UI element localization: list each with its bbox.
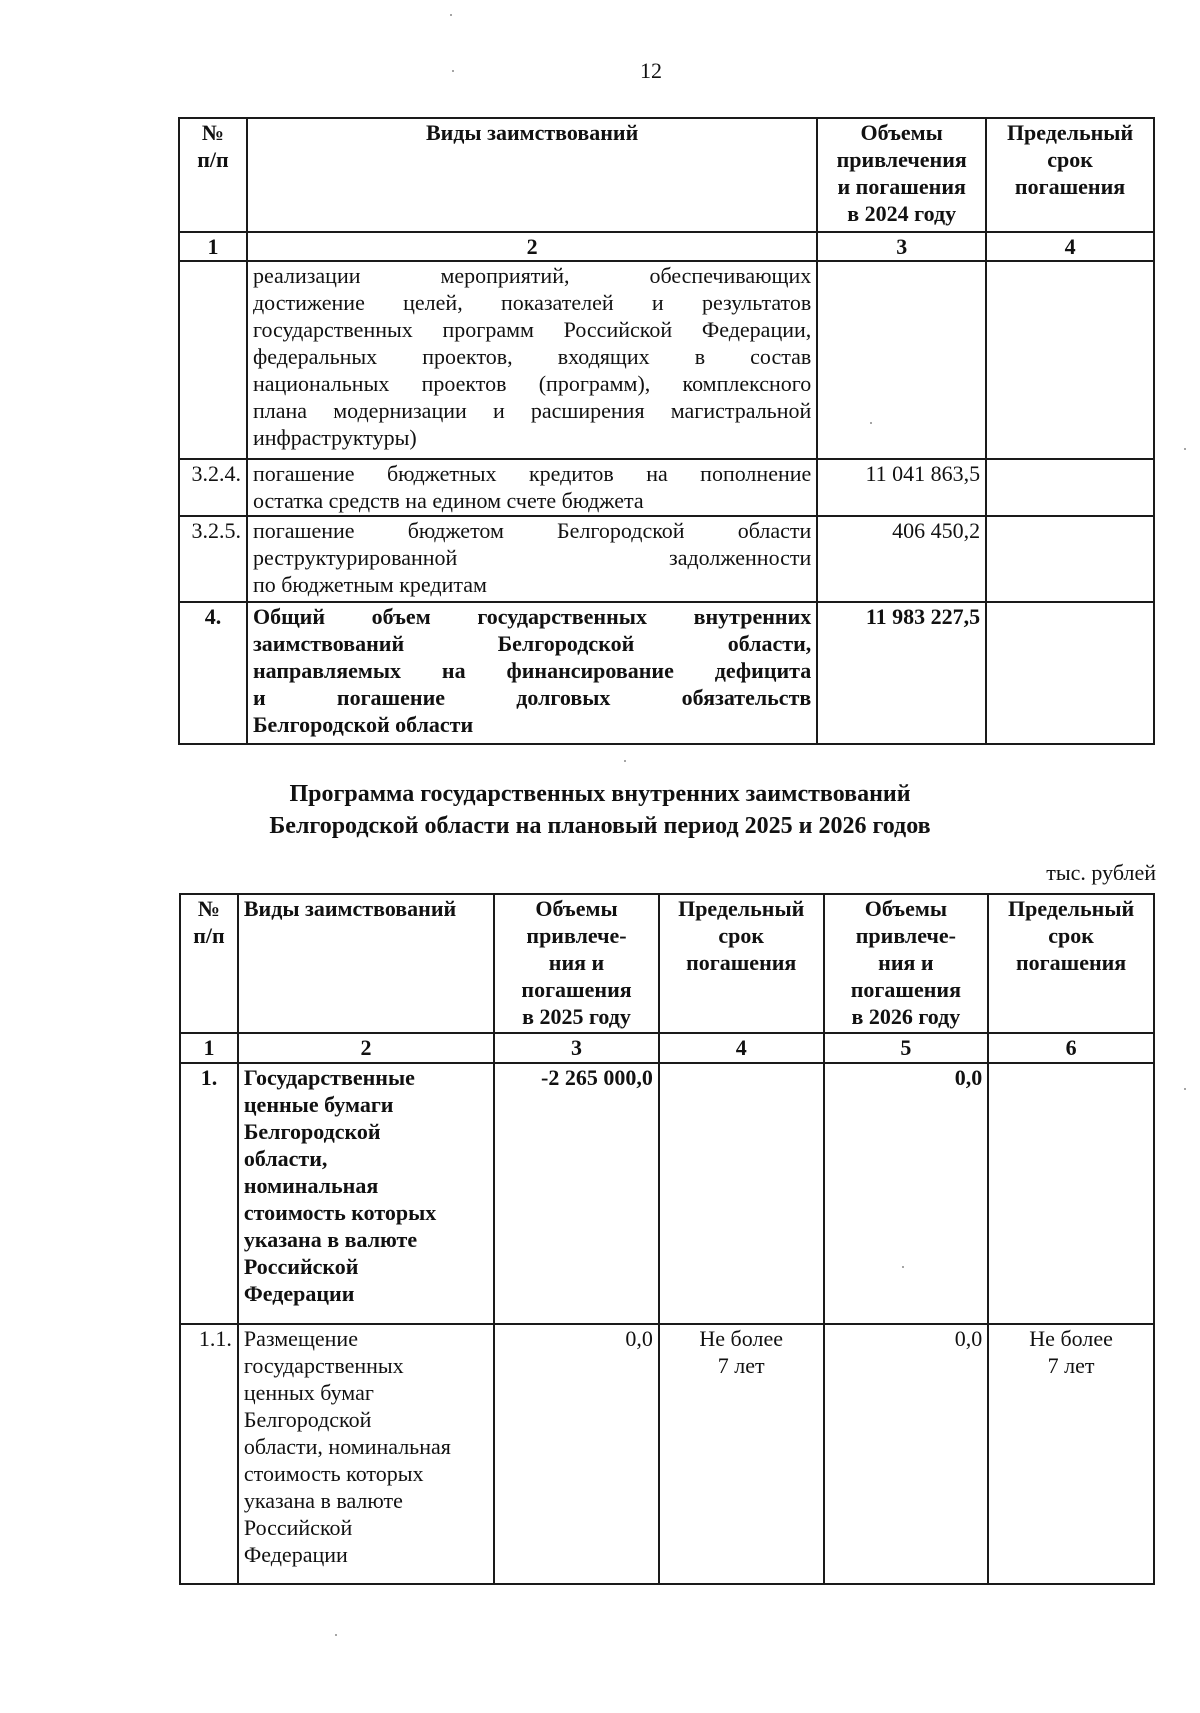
header-term-2026: Предельный срок погашения: [988, 894, 1154, 1033]
header-num: № п/п: [179, 118, 247, 232]
col-index: 4: [986, 232, 1154, 261]
row-num: 1.1.: [180, 1324, 238, 1584]
row-volume: 406 450,2: [817, 516, 986, 602]
row-volume-2026: 0,0: [824, 1063, 989, 1324]
row-term-2026: Не более 7 лет: [988, 1324, 1154, 1584]
column-index-row: [180, 1033, 1154, 1063]
col-index: 5: [824, 1033, 989, 1063]
section-title: Программа государственных внутренних заимствований Белгородской области на плановый период 2025 и 2026 годов: [269, 781, 931, 839]
row-term: [986, 261, 1154, 459]
scan-speck: [1184, 448, 1186, 450]
row-kind: погашение бюджетом Белгородской области реструктурированной задолженности по бюджетным кредитам: [247, 516, 817, 602]
row-volume-2025: 0,0: [494, 1324, 659, 1584]
row-kind: Общий объем государственных внутренних заимствований Белгородской области, направляемых на финансирование дефицита и погашение долговых обязательств Белгородской области: [247, 602, 817, 744]
col-index: 1: [180, 1033, 238, 1063]
col-index: 6: [988, 1033, 1154, 1063]
units-label: тыс. рублей: [1046, 860, 1156, 885]
scan-speck: [452, 70, 454, 72]
column-index-row: [179, 232, 1154, 261]
table-row-1-1: [180, 1324, 1154, 1584]
col-index: 2: [238, 1033, 494, 1063]
header-volume-2024: Объемы привлечения и погашения в 2024 году: [817, 118, 986, 232]
row-volume: 11 983 227,5: [817, 602, 986, 744]
row-volume: 11 041 863,5: [817, 459, 986, 516]
scan-speck: [1184, 1088, 1186, 1090]
row-kind: погашение бюджетных кредитов на пополнение остатка средств на едином счете бюджета: [247, 459, 817, 516]
row-volume: [817, 261, 986, 459]
col-index: 4: [659, 1033, 824, 1063]
row-kind: Государственные ценные бумаги Белгородской области, номинальная стоимость которых указана в валюте Российской Федерации: [238, 1063, 494, 1324]
table-row-total: [179, 602, 1154, 744]
table-row-continuation: [179, 261, 1154, 459]
scan-speck: [902, 1266, 904, 1268]
borrowing-table-2025-2026: [179, 893, 1155, 1585]
table-header-row: [179, 118, 1154, 232]
col-index: 3: [494, 1033, 659, 1063]
borrowing-table-2024: [178, 117, 1155, 745]
row-term-2025: [659, 1063, 824, 1324]
header-kind: Виды заимствований: [238, 894, 494, 1033]
header-volume-2026: Объемы привлече- ния и погашения в 2026 году: [824, 894, 989, 1033]
row-volume-2025: -2 265 000,0: [494, 1063, 659, 1324]
row-term: [986, 516, 1154, 602]
col-index: 2: [247, 232, 817, 261]
row-num: 4.: [179, 602, 247, 744]
col-index: 3: [817, 232, 986, 261]
row-kind: Размещение государственных ценных бумаг Белгородской области, номинальная стоимость которых указана в валюте Российской Федерации: [238, 1324, 494, 1584]
scan-speck: [624, 760, 626, 762]
row-volume-2026: 0,0: [824, 1324, 989, 1584]
header-volume-2025: Объемы привлече- ния и погашения в 2025 году: [494, 894, 659, 1033]
row-term-2025: Не более 7 лет: [659, 1324, 824, 1584]
col-index: 1: [179, 232, 247, 261]
table-row-3-2-5: [179, 516, 1154, 602]
row-kind: реализации мероприятий, обеспечивающих достижение целей, показателей и результатов государственных программ Российской Федерации, федеральных проектов, входящих в состав национальных проектов (программ), комплексного плана модернизации и расширения магистральной инфраструктуры): [247, 261, 817, 459]
header-num: № п/п: [180, 894, 238, 1033]
header-term: Предельный срок погашения: [986, 118, 1154, 232]
row-num: 3.2.4.: [179, 459, 247, 516]
row-term: [986, 602, 1154, 744]
table-row-1: [180, 1063, 1154, 1324]
scan-speck: [870, 422, 872, 424]
row-term: [986, 459, 1154, 516]
page-number: 12: [640, 58, 662, 83]
scan-speck: [450, 14, 452, 16]
row-num: 3.2.5.: [179, 516, 247, 602]
table-header-row: [180, 894, 1154, 1033]
scan-speck: [335, 1634, 337, 1636]
header-kind: Виды заимствований: [247, 118, 817, 232]
row-term-2026: [988, 1063, 1154, 1324]
row-num: [179, 261, 247, 459]
table-row-3-2-4: [179, 459, 1154, 516]
row-num: 1.: [180, 1063, 238, 1324]
header-term-2025: Предельный срок погашения: [659, 894, 824, 1033]
